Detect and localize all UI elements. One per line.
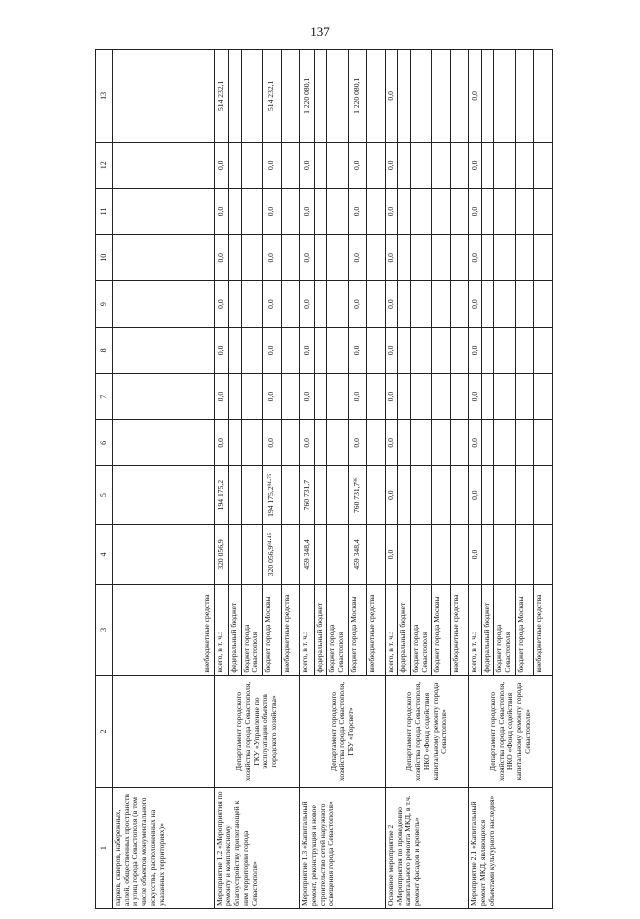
funding-category: внебюджетные средства [281,585,300,676]
table-cell: 0,0 [300,281,315,327]
col-header: 11 [96,188,113,234]
table-cell: 0,0 [385,327,397,373]
table-cell: 1 220 080,1 [348,50,367,143]
activity-name: Мероприятие 2.1 «Капитальный ремонт МКД, являющихся объектами культурного наследия» [469,788,553,909]
table-cell: 0,0 [300,373,315,419]
table-cell: 0,0 [348,142,367,188]
table-cell: 0,0 [469,50,481,143]
activity-name: парков, скверов, набережных, аллей, общественных пространств и улиц города Севастополя (в том числе объектов монументального искусства, расположенных на указанных территориях)» [113,788,215,909]
funding-category: бюджет города Севастополя [410,585,431,676]
table-cell: 514 232,1 [214,50,229,143]
funding-category: бюджет города Севастополя [327,585,348,676]
table-cell: 194 175,2 [214,466,229,524]
table-cell: 0,0 [300,188,315,234]
table-cell: 194 175,2⁹⁴⋅⁷⁵ [262,466,281,524]
col-header: 8 [96,327,113,373]
table-cell: 760 731,7⁹⁶ [348,466,367,524]
funding-category: внебюджетные средства [450,585,469,676]
col-header: 10 [96,235,113,281]
table-cell: 459 348,4 [300,524,315,584]
table-cell: 1 220 080,1 [300,50,315,143]
responsible-executor: Департамент городского хозяйства города Севастополя, НКО «Фонд содействия капитальному ремонту города Севастополя» [469,675,553,788]
table-cell: 0,0 [262,420,281,466]
table-row [214,50,229,909]
table-cell: 0,0 [300,327,315,373]
table-cell: 0,0 [385,142,397,188]
table-cell [113,373,215,419]
funding-category: бюджет города Севастополя [494,585,515,676]
table-cell: 760 731,7 [300,466,315,524]
table-cell: 0,0 [300,142,315,188]
table-cell: 0,0 [385,466,397,524]
funding-category: бюджет города Севастополя [241,585,262,676]
table-cell: 0,0 [348,420,367,466]
funding-category: внебюджетные средства [202,594,212,673]
funding-category: всего, в т. ч.: [300,585,315,676]
activity-name: Основное мероприятие 2 «Мероприятия по проведению капитального ремонта МКД, в т.ч. ремонт фасадов и кровель» [385,788,469,909]
table-cell [113,466,215,524]
col-header: 9 [96,281,113,327]
funding-category: внебюджетные средства [534,585,553,676]
col-header: 5 [96,466,113,524]
table-cell: 320 056,9 [214,524,229,584]
funding-category: федеральный бюджет [398,585,410,676]
table-row [385,50,397,909]
funding-category: бюджет города Москвы [262,585,281,676]
table-cell: 0,0 [469,524,481,584]
table-cell: 514 232,1 [262,50,281,143]
table-cell: 0,0 [385,373,397,419]
activity-name: Мероприятие 1.2 «Мероприятия по ремонту и комплексному благоустройству прилегающей к ним территории города Севастополя» [214,788,300,909]
table-cell: 0,0 [469,235,481,281]
table-cell: 0,0 [348,373,367,419]
table-cell [113,235,215,281]
table-cell [113,281,215,327]
responsible-executor: Департамент городского хозяйства города Севастополя, НКО «Фонд содействия капитальному ремонту города Севастополя» [385,675,469,788]
table-cell: 0,0 [469,420,481,466]
funding-category: федеральный бюджет [229,585,241,676]
col-header: 12 [96,142,113,188]
funding-category: бюджет города Москвы [348,585,367,676]
table-cell: 0,0 [262,142,281,188]
header-row [96,50,113,909]
table-cell: 0,0 [385,235,397,281]
responsible-executor [113,675,215,788]
table-stage [95,49,553,909]
table-cell: 0,0 [214,142,229,188]
col-header: 2 [96,675,113,788]
col-header: 4 [96,524,113,584]
table-cell: 0,0 [214,420,229,466]
responsible-executor: Департамент городского хозяйства города Севастополя, ГКУ «Управление по эксплуатации объектов городского хозяйства» [214,675,300,788]
table-cell: 0,0 [469,466,481,524]
table-cell: 0,0 [469,142,481,188]
table-cell: 0,0 [469,281,481,327]
table-cell: 0,0 [469,373,481,419]
table-row [469,50,481,909]
table-cell [113,50,215,143]
table-cell: 0,0 [214,327,229,373]
table-cell: 320 056,9⁹⁴⋅⁴⁵ [262,524,281,584]
table-cell: 0,0 [348,235,367,281]
table-cell [113,327,215,373]
table-cell: 0,0 [348,327,367,373]
table-cell: 0,0 [348,188,367,234]
table-cell: 0,0 [300,235,315,281]
funding-category: всего, в т. ч.: [469,585,481,676]
responsible-executor: Департамент городского хозяйства города Севастополя, ГБУ «Горсвет» [300,675,386,788]
funding-source [113,585,215,676]
page-number: 137 [310,24,330,39]
col-header: 6 [96,420,113,466]
table-cell: 0,0 [385,420,397,466]
table-cell: 0,0 [214,235,229,281]
funding-category: федеральный бюджет [481,585,493,676]
table-cell: 0,0 [385,188,397,234]
table-cell: 0,0 [300,420,315,466]
table-cell: 0,0 [214,281,229,327]
table-cell: 0,0 [262,188,281,234]
table-cell: 459 348,4 [348,524,367,584]
table-cell: 0,0 [214,188,229,234]
funding-category: федеральный бюджет [314,585,326,676]
funding-category: внебюджетные средства [367,585,386,676]
rotated-table-wrapper [95,49,553,909]
table-cell [113,188,215,234]
col-header: 7 [96,373,113,419]
table-cell: 0,0 [385,524,397,584]
col-header: 13 [96,50,113,143]
funding-category: всего, в т. ч.: [385,585,397,676]
funding-category: всего, в т. ч.: [214,585,229,676]
col-header: 1 [96,788,113,909]
table-cell: 0,0 [262,327,281,373]
col-header: 3 [96,585,113,676]
table-cell: 0,0 [385,281,397,327]
table-cell: 0,0 [469,188,481,234]
budget-table [95,49,553,909]
table-row [113,50,215,909]
table-cell: 0,0 [469,327,481,373]
table-cell: 0,0 [262,281,281,327]
table-cell [113,142,215,188]
table-cell [113,524,215,584]
funding-category: бюджет города Москвы [432,585,451,676]
table-cell: 0,0 [262,235,281,281]
table-cell: 0,0 [385,50,397,143]
table-row [300,50,315,909]
funding-category: бюджет города Москвы [515,585,534,676]
activity-name: Мероприятие 1.3 «Капитальный ремонт, реконструкция и новое строительство сетей наружного освещения города Севастополя» [300,788,386,909]
table-cell: 0,0 [348,281,367,327]
table-cell: 0,0 [262,373,281,419]
table-cell: 0,0 [214,373,229,419]
table-cell [113,420,215,466]
